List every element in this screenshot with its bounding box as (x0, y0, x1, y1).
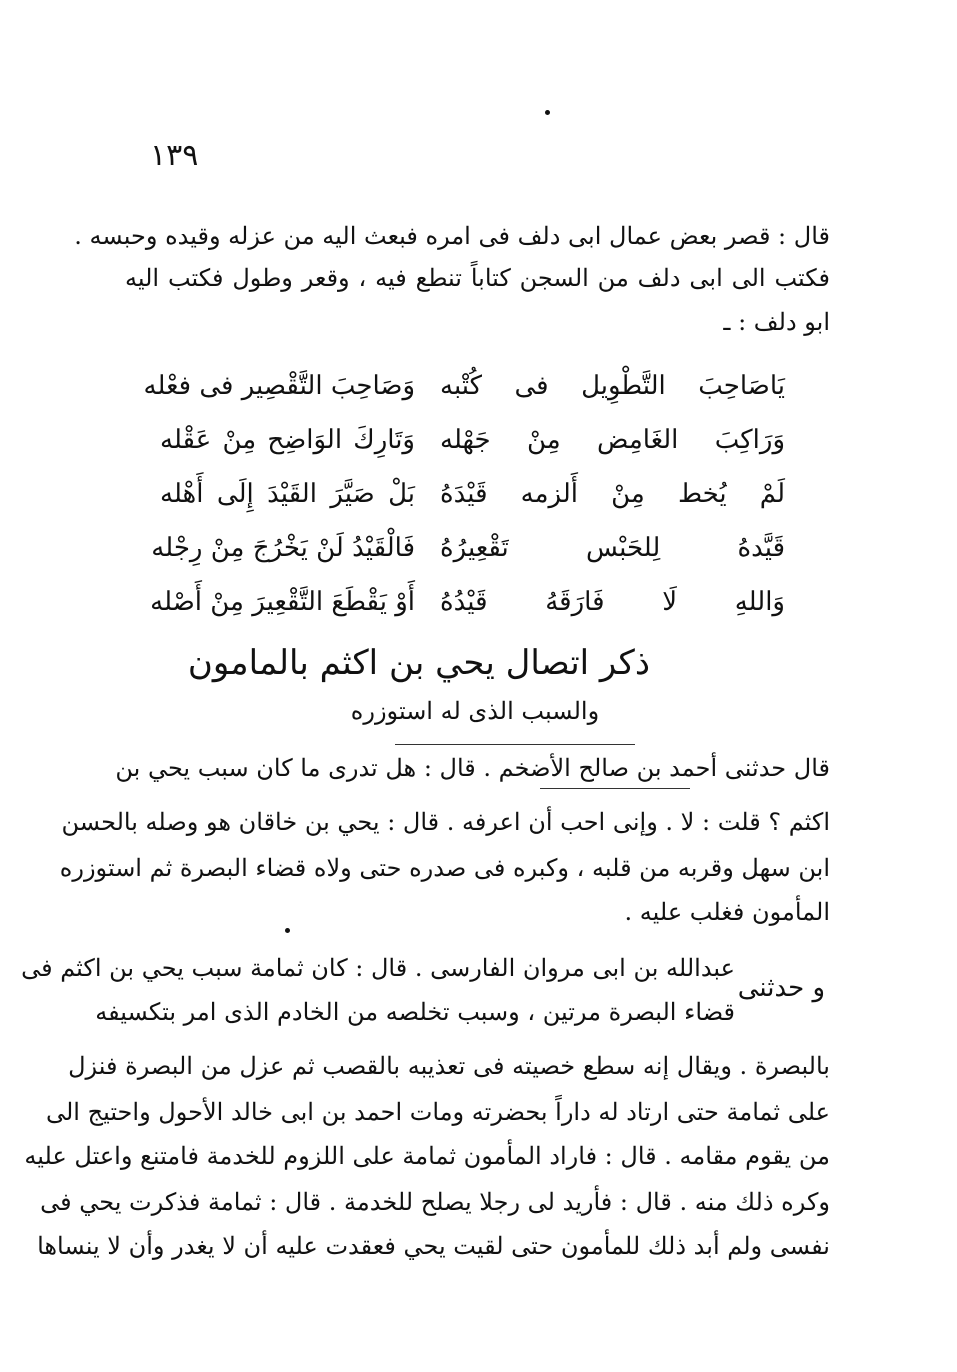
para2-line: وكره ذلك منه . قال : فأريد لى رجلا يصلح للخدمة . قال : ثمامة فذكرت يحي فى (40, 1188, 830, 1216)
ink-dot (285, 928, 290, 933)
para2-line: بالبصرة . ويقال إنه سطع خصيته فى تعذيبه بالقصب ثم عزل من البصرة فنزل (68, 1052, 830, 1080)
para1-line: قال حدثنى أحمد بن صالح الأضخم . قال : هل تدرى ما كان سبب يحي بن (115, 754, 830, 782)
para1-line: المأمون فغلب عليه . (624, 898, 830, 926)
underline-rule (540, 788, 690, 789)
intro-line: فكتب الى ابى دلف من السجن كتاباً تنطع فيه ، وقعر وطول فكتب اليه (125, 264, 830, 292)
para2-line: نفسى ولم أبد ذلك للمأمون حتى لقيت يحي فعقدت عليه أن لا يغدر وأن لا ينساها (37, 1232, 830, 1260)
underline-rule (395, 744, 635, 745)
verse-hemistich-left: وَتَارِكَ الوَاضِح مِنْ عَقْله (160, 425, 415, 455)
section-title: ذكر اتصال يحي بن اكثم بالمامون (187, 643, 650, 683)
verse-hemistich-right: وَرَاكِبَ الغَامِض مِنْ جَهْله (440, 425, 785, 455)
intro-line: قال : قصر بعض عمال ابى دلف فى امره فبعث اليه من عزله وقيده وحبسه . (74, 222, 830, 250)
para2-lead-word: و حدثنى (737, 973, 825, 1003)
para1-line: اكثم ؟ قلت : لا . وإنى احب أن اعرفه . قال : يحي بن خاقان هو وصله بالحسن (61, 808, 830, 836)
para2-line: قضاء البصرة مرتين ، وسبب تخلصه من الخادم الذى امر بتكسيفه (95, 998, 735, 1026)
verse-hemistich-left: بَلْ صَيَّرَ القَيْدَ إِلَى أَهْله (160, 479, 415, 509)
para2-line: على ثمامة حتى ارتاد له داراً بحضرته ومات احمد بن ابى خالد الأحول واحتيج الى (45, 1098, 830, 1126)
verse-hemistich-right: لَمْ يُخط مِنْ أَلزمه قَيْدَهُ (440, 479, 785, 509)
verse-hemistich-left: أَوْ يَقْطَعَ التَّقْعِيرَ مِنْ أَصْله (150, 587, 415, 617)
verse-hemistich-right: وَاللهِ لَا فَارَقَهُ قَيْدُهُ (440, 587, 785, 617)
intro-line: ابو دلف : ـ (723, 308, 830, 336)
verse-hemistich-left: وَصَاحِبَ التَّقْصِير فى فعْله (143, 371, 415, 401)
para1-line: ابن سهل وقربه من قلبه ، وكبره فى صدره حتى ولاه قضاء البصرة ثم استوزره (59, 854, 830, 882)
verse-hemistich-right: قَيَّدهُ لِلحَبْس تَقْعِيرُهُ (440, 533, 785, 563)
section-subtitle: والسبب الذى له استوزره (350, 697, 600, 725)
ink-dot (545, 110, 550, 115)
para2-line: من يقوم مقامه . قال : فاراد المأمون ثمامة على اللزوم للخدمة فامتنع واعتل عليه (24, 1142, 830, 1170)
verse-hemistich-left: فَالْقَيْدُ لَنْ يَخْرُجَ مِنْ رِجْله (151, 533, 415, 563)
para2-line: عبدالله بن ابى مروان الفارسى . قال : كان ثمامة سبب يحي بن اكثم فى (21, 954, 735, 982)
page-number: ١٣٩ (150, 138, 199, 173)
verse-hemistich-right: يَاصَاحِبَ التَّطْوِيل فى كُتْبه (440, 371, 785, 401)
